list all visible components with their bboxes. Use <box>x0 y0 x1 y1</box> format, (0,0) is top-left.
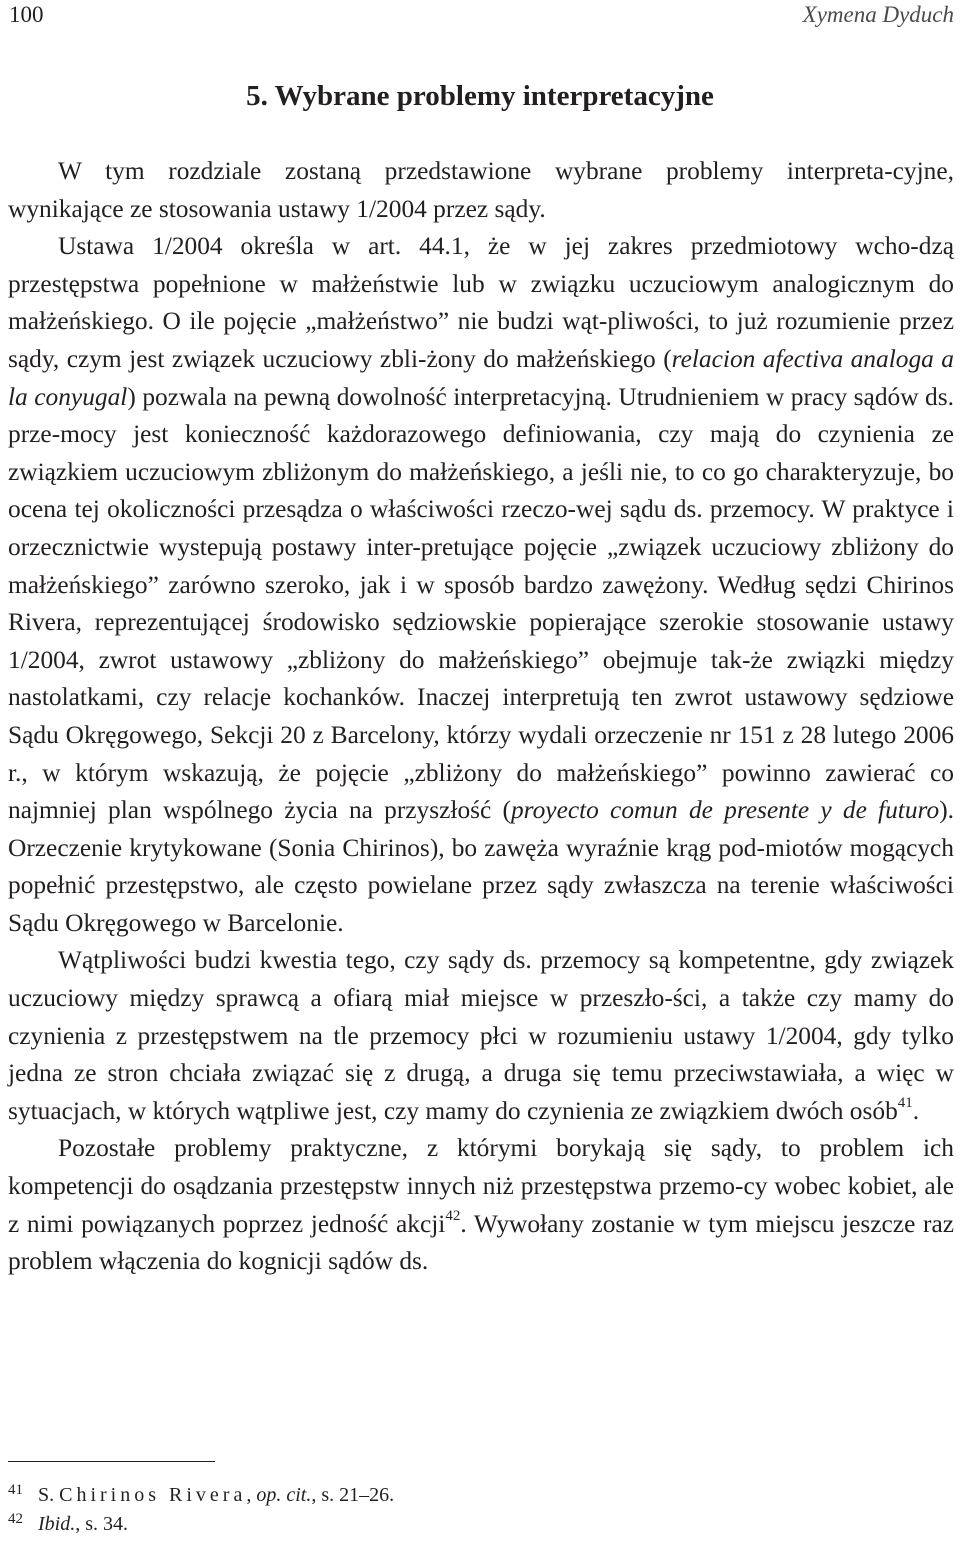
paragraph-4-end: . Wywołany zostanie w tym miejscu jeszcze raz problem włączenia do kognicji sądów ds. <box>8 1209 954 1276</box>
running-author: Xymena Dyduch <box>802 2 954 27</box>
paragraph-4-text: Pozostałe problemy praktyczne, z którymi borykają się sądy, to problem ich kompetencji do osądzania przestępstw innych niż przestępstwa przemo-cy wobec kobiet, ale z nimi powiązanych poprzez jedność akcji <box>8 1134 954 1238</box>
footnote-41 <box>8 1481 938 1510</box>
footnote-sep: , <box>246 1484 257 1506</box>
footnote-number: 42 <box>8 1511 23 1527</box>
paragraph-2-italic-b: proyecto comun de presente y de futuro <box>510 796 940 825</box>
footnote-pages: , s. 34. <box>75 1513 129 1535</box>
paragraph-2 <box>8 228 954 942</box>
running-header <box>9 2 954 32</box>
paragraph-3-text: Wątpliwości budzi kwestia tego, czy sądy ds. przemocy są kompetentne, gdy związek uczuciowy między sprawcą a ofiarą miał miejsce w przeszło-ści, a także czy mamy do czynienia z przestępstwem na tle przemocy płci w rozumieniu ustawy 1/2004, gdy tylko jedna ze stron chciała związać się z drugą, a druga się temu przeciwstawiała, a więc w sytuacjach, w których wątpliwe jest, czy mamy do czynienia ze związkiem dwóch osób <box>8 946 954 1125</box>
footnote-number: 41 <box>8 1482 23 1498</box>
footnote-ref-text: op. cit. <box>256 1484 312 1506</box>
footnote-ref-text: Ibid. <box>38 1513 76 1535</box>
footnote-prefix: S. <box>38 1484 60 1506</box>
footnote-separator <box>8 1461 215 1462</box>
section-title: 5. Wybrane problemy interpretacyjne <box>246 80 714 112</box>
paragraph-3 <box>8 942 954 1130</box>
footnotes <box>8 1481 938 1539</box>
footnote-pages: , s. 21–26. <box>311 1484 395 1506</box>
paragraph-2-italic-a: relacion afectiva analoga a la conyugal <box>8 344 954 411</box>
paragraph-1 <box>8 153 954 228</box>
footnote-42 <box>8 1510 938 1539</box>
paragraph-1-text: W tym rozdziale zostaną przedstawione wybrane problemy interpreta-cyjne, wynikające ze stosowania ustawy 1/2004 przez sądy. <box>8 157 954 223</box>
footnote-ref-42[interactable]: 42 <box>445 1208 461 1225</box>
paragraph-2-text-a: Ustawa 1/2004 określa w art. 44.1, że w jej zakres przedmiotowy wcho-dzą przestępstwa popełnione w małżeństwie lub w związku uczuciowym analogicznym do małżeńskiego. O ile pojęcie „małżeństwo” nie budzi wąt-pliwości, to już rozumienie przez sądy, czym jest związek uczuciowy zbli-żony do małżeńskiego ( <box>8 232 954 373</box>
paragraph-4 <box>8 1130 954 1280</box>
body-text <box>8 153 954 1281</box>
footnote-author: Chirinos Rivera <box>59 1484 247 1506</box>
paragraph-2-text-b: ) pozwala na pewną dowolność interpretacyjną. Utrudnieniem w pracy sądów ds. prze-mocy jest konieczność każdorazowego definiowania, czy mają do czynienia ze związkiem uczuciowym zbliżonym do małżeńskiego, a jeśli nie, to co go charakteryzuje, bo ocena tej okoliczności przesądza o właściwości rzeczo-wej sądu ds. przemocy. W praktyce i orzecznictwie wystepują postawy inter-pretujące pojęcie „związek uczuciowy zbliżony do małżeńskiego” zarówno szeroko, jak i w sposób bardzo zawężony. Według sędzi Chirinos Rivera, reprezentującej środowisko sędziowskie popierające szerokie stosowanie ustawy 1/2004, zwrot ustawowy „zbliżony do małżeńskiego” obejmuje tak-że związki między nastolatkami, czy relacje kochanków. Inaczej interpretują ten zwrot ustawowy sędziowe Sądu Okręgowego, Sekcji 20 z Barcelony, którzy wydali orzeczenie nr 151 z 28 lutego 2006 r., w którym wskazują, że pojęcie „zbliżony do małżeńskiego” powinno zawierać co najmniej plan wspólnego życia na przyszłość ( <box>8 382 954 825</box>
page-number: 100 <box>9 2 44 27</box>
paragraph-2-text-c: ). Orzeczenie krytykowane (Sonia Chirinos), bo zawęża wyraźnie krąg pod-miotów mogących popełnić przestępstwo, ale często powielane przez sądy zwłaszcza na terenie właściwości Sądu Okręgowego w Barcelonie. <box>8 796 955 937</box>
paragraph-3-end: . <box>912 1096 920 1125</box>
footnote-ref-41[interactable]: 41 <box>897 1095 913 1112</box>
